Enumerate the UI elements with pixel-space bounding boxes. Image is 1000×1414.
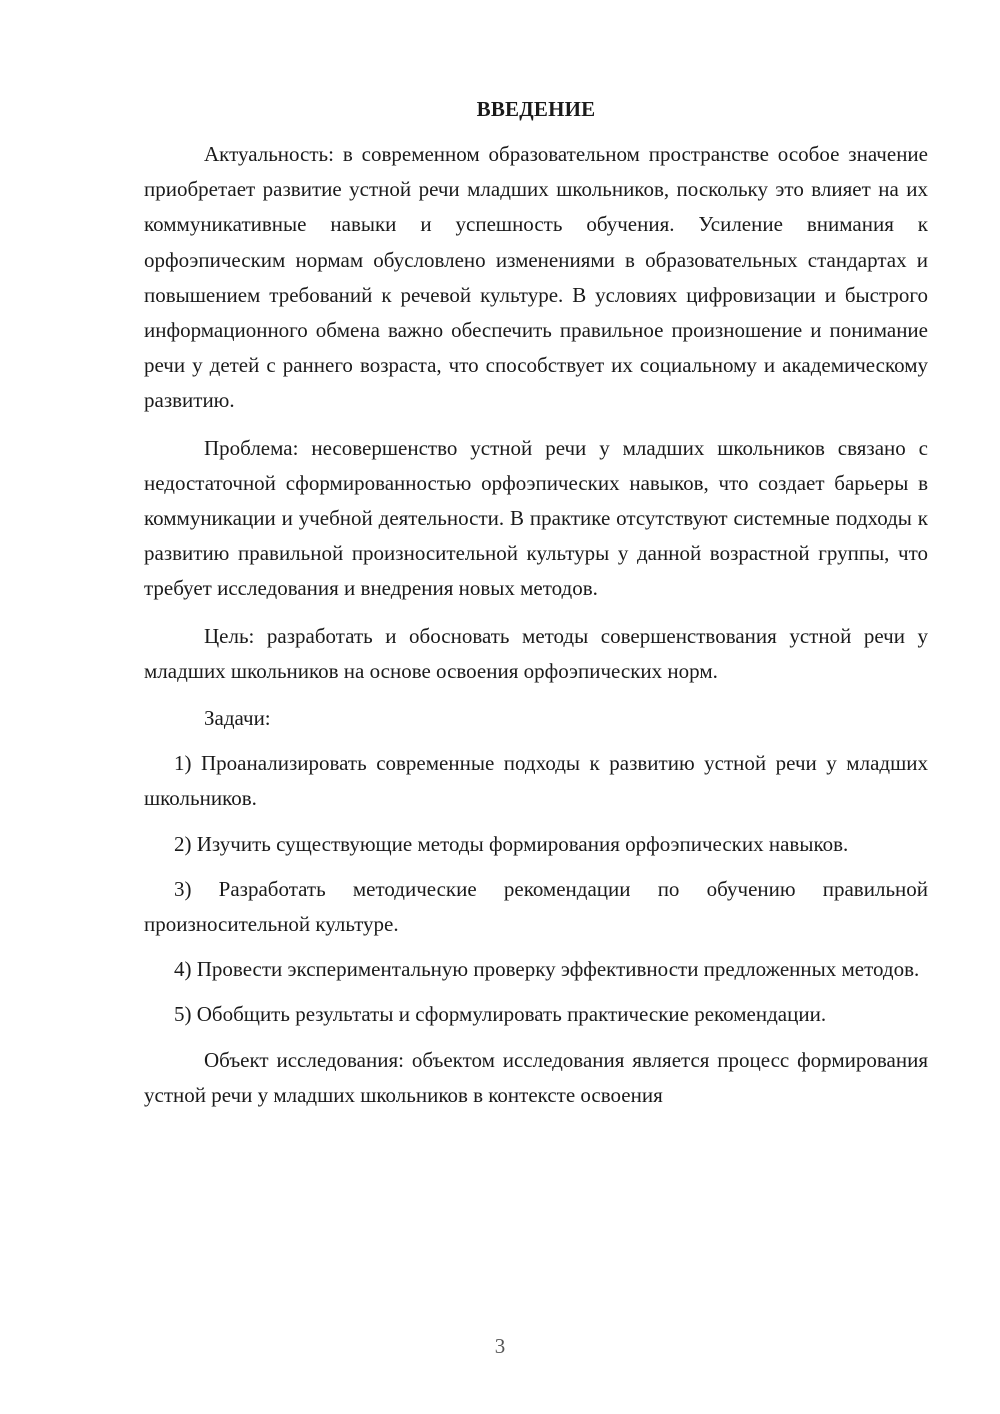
tasks-heading: Задачи: bbox=[204, 706, 271, 731]
tasks-list bbox=[144, 746, 928, 1032]
paragraph-problem: Проблема: несовершенство устной речи у младших школьников связано с недостаточной сформированностью орфоэпических навыков, что создает барьеры в коммуникации и учебной деятельности. В практике отсутствуют системные подходы к развитию правильной произносительной культуры у данной возрастной группы, что требует исследования и внедрения новых методов. bbox=[144, 435, 928, 601]
page-number: 3 bbox=[494, 1334, 506, 1358]
document-page bbox=[144, 92, 928, 1113]
list-item: 3) Разработать методические рекомендации по обучению правильной произносительной культуре. bbox=[144, 876, 928, 937]
list-item: 5) Обобщить результаты и сформулировать практические рекомендации. bbox=[174, 1002, 827, 1027]
list-item: 2) Изучить существующие методы формирования орфоэпических навыков. bbox=[174, 831, 849, 856]
paragraph-goal: Цель: разработать и обосновать методы совершенствования устной речи у младших школьников на основе освоения орфоэпических норм. bbox=[144, 623, 928, 683]
page-title: ВВЕДЕНИЕ bbox=[476, 97, 596, 121]
list-item: 1) Проанализировать современные подходы к развитию устной речи у младших школьников. bbox=[144, 751, 928, 811]
paragraph-relevance: Актуальность: в современном образовательном пространстве особое значение приобретает развитие устной речи младших школьников, поскольку это влияет на их коммуникативные навыки и успешность обучения. Усиление внимания к орфоэпическим нормам обусловлено изменениями в образовательных стандартах и повышением требований к речевой культуре. В условиях цифровизации и быстрого информационного обмена важно обеспечить правильное произношение и понимание речи у детей с раннего возраста, что способствует их социальному и академическому развитию. bbox=[144, 142, 928, 413]
list-item: 4) Провести экспериментальную проверку эффективности предложенных методов. bbox=[174, 957, 920, 982]
paragraph-object: Объект исследования: объектом исследования является процесс формирования устной речи у младших школьников в контексте освоения bbox=[144, 1047, 928, 1107]
